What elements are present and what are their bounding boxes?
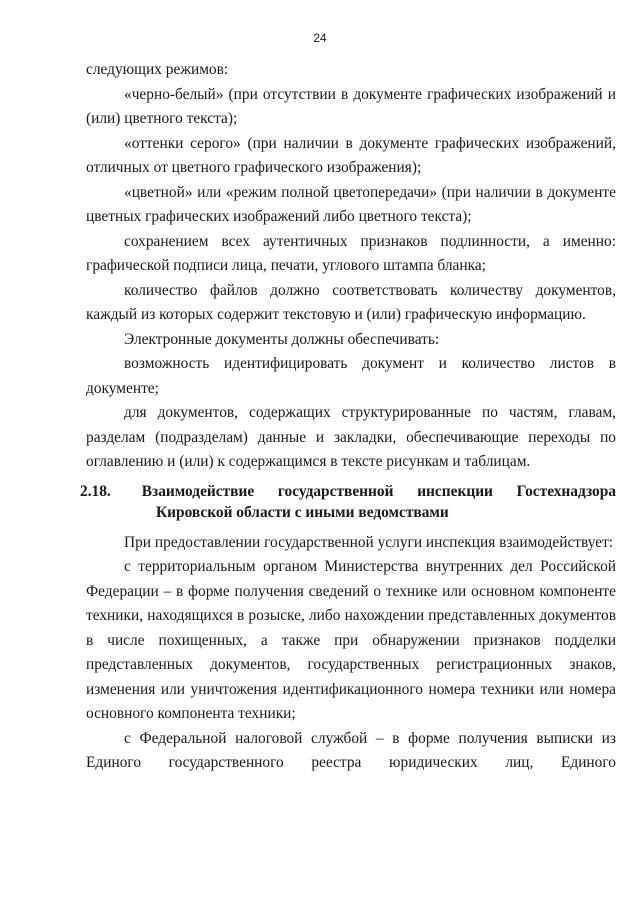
paragraph: При предоставлении государственной услуги инспекция взаимодействует: [124, 533, 614, 551]
paragraph: Электронные документы должны обеспечивать: [124, 330, 440, 348]
document-body [80, 58, 616, 776]
paragraph: «оттенки серого» (при наличии в документе графических изображений, отличных от цветного графического изображения); [86, 134, 616, 176]
section-heading: 2.18. Взаимодействие государственной инспекции Гостехнадзора Кировской области с иными ведомствами [80, 482, 616, 521]
paragraph: «черно-белый» (при отсутствии в документе графических изображений и (или) цветного текста); [86, 85, 616, 127]
paragraph: возможность идентифицировать документ и количество листов в документе; [86, 355, 616, 397]
paragraph: «цветной» или «режим полной цветопередачи» (при наличии в документе цветных графических изображений либо цветного текста); [86, 183, 616, 225]
page-number: 24 [313, 31, 327, 45]
section-title: Взаимодействие государственной инспекции Гостехнадзора Кировской области с иными ведомствами [141, 482, 616, 521]
paragraph: количество файлов должно соответствовать количеству документов, каждый из которых содержит текстовую и (или) графическую информацию. [86, 281, 616, 323]
paragraph: следующих режимов: [86, 61, 229, 78]
paragraph: сохранением всех аутентичных признаков подлинности, а именно: графической подписи лица, печати, углового штампа бланка; [86, 232, 616, 274]
paragraph: с территориальным органом Министерства внутренних дел Российской Федерации – в форме получения сведений о технике или основном компоненте техники, находящихся в розыске, либо нахождении представленных документов в числе похищенных, а также при обнаружении признаков подделки представленных документов, государственных регистрационных знаков, изменения или уничтожения идентификационного номера техники или номера основного компонента техники; [86, 558, 616, 722]
paragraph: с Федеральной налоговой службой – в форме получения выписки из Единого государственного реестра юридических лиц, Единого [86, 729, 616, 771]
paragraph: для документов, содержащих структурированные по частям, главам, разделам (подразделам) данные и закладки, обеспечивающие переходы по оглавлению и (или) к содержащимся в тексте рисункам и таблицам. [86, 404, 616, 470]
